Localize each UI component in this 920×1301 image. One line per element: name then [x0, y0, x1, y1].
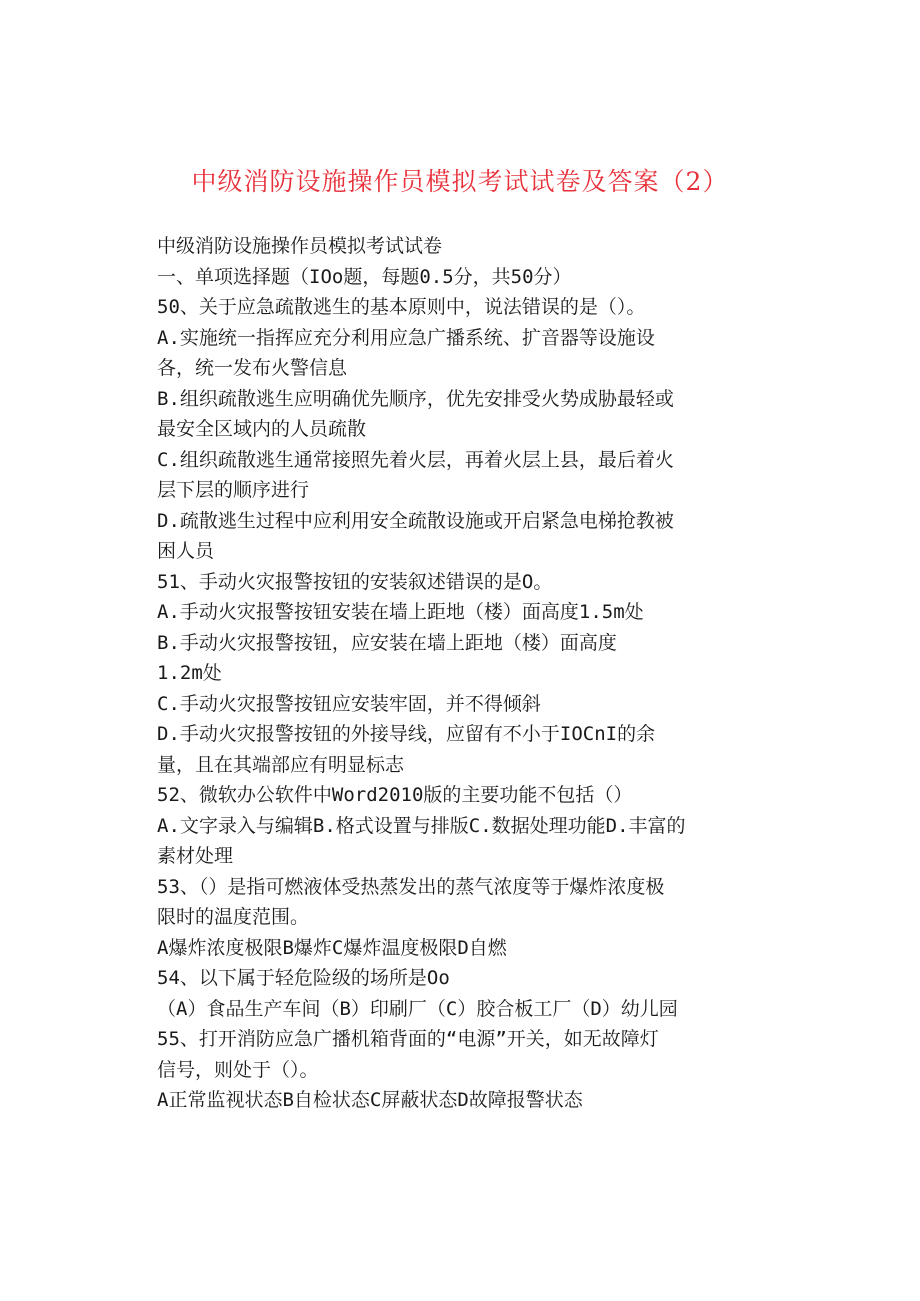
option-line: A爆炸浓度极限B爆炸C爆炸温度极限D自燃 — [157, 936, 507, 959]
option-line: B.组织疏散逃生应明确优先顺序，优先安排受火势成胁最轻或 — [157, 387, 674, 410]
text-line: 中级消防设施操作员模拟考试试卷 — [157, 235, 443, 257]
question-line: 信号，则处于（）。 — [157, 1058, 319, 1081]
question-55: 55、打开消防应急广播机箱背面的“电源”开关，如无故障灯 — [157, 1028, 659, 1050]
option-line: A.文字录入与编辑B.格式设置与排版C.数据处理功能D.丰富的 — [157, 814, 686, 837]
option-line: A.实施统一指挥应充分利用应急广播系统、扩音器等设施设 — [157, 326, 655, 349]
option-line: 困人员 — [157, 540, 215, 562]
text-line: 一、单项选择题（IOo题，每题0.5分，共50分） — [157, 265, 572, 288]
option-line: A正常监视状态B自检状态C屏蔽状态D故障报警状态 — [157, 1089, 583, 1111]
option-line: C.组织疏散逃生通常接照先着火层，再着火层上县，最后着火 — [157, 448, 674, 471]
option-line: 1.2m处 — [157, 662, 222, 684]
option-line: C.手动火灾报警按钮应安装牢固，并不得倾斜 — [157, 692, 541, 715]
option-line: B.手动火灾报警按钮，应安装在墙上距地（楼）面高度 — [157, 631, 617, 654]
document-title: 中级消防设施操作员模拟考试试卷及答案（2） — [191, 167, 729, 196]
option-line: 量，且在其端部应有明显标志 — [157, 753, 405, 776]
option-line: D.疏散逃生过程中应利用安全疏散设施或开启紧急电梯抢教被 — [157, 509, 674, 532]
question-line: 限时的温度范围。 — [157, 906, 310, 928]
question-54: 54、以下属于轻危险级的场所是Oo — [157, 967, 450, 989]
option-line: 层下层的顺序进行 — [157, 479, 310, 501]
option-line: （A）食品生产车间（B）印刷厂（C）胶合板工厂（D）幼儿园 — [157, 997, 678, 1020]
question-50: 50、关于应急疏散逃生的基本原则中，说法错误的是（）。 — [157, 296, 646, 318]
question-52: 52、微软办公软件中Word2010版的主要功能不包括（） — [157, 784, 633, 806]
option-line: 各，统一发布火警信息 — [157, 357, 348, 379]
document-body — [157, 231, 777, 1116]
option-line: A.手动火灾报警按钮安装在墙上距地（楼）面高度1.5m处 — [157, 601, 644, 623]
question-51: 51、手动火灾报警按钮的安装叙述错误的是O。 — [157, 570, 553, 593]
option-line: 最安全区域内的人员疏散 — [157, 418, 367, 440]
option-line: D.手动火灾报警按钮的外接导线，应留有不小于IOCnI的余 — [157, 723, 656, 745]
option-line: 素材处理 — [157, 845, 234, 867]
question-53: 53、（）是指可燃液体受热蒸发出的蒸气浓度等于爆炸浓度极 — [157, 875, 665, 898]
